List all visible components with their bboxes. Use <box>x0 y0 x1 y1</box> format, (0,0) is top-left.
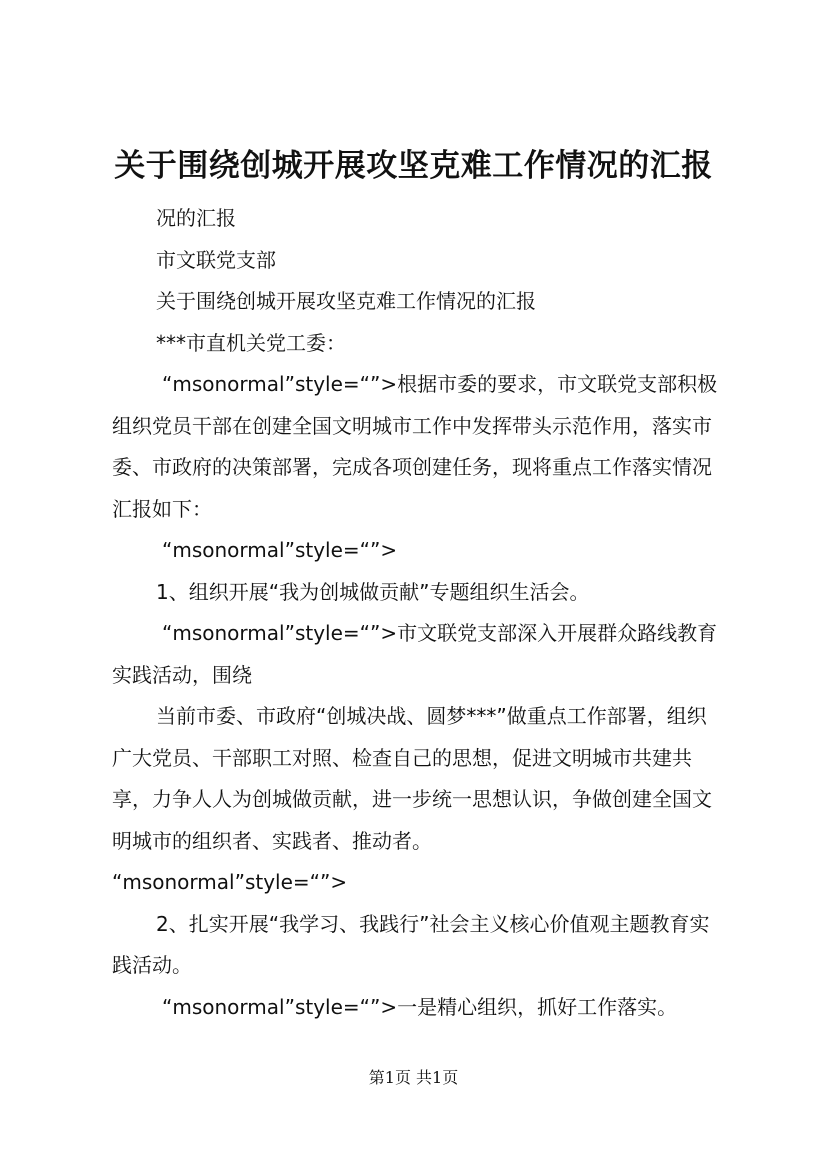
paragraph-subtitle: 况的汇报 <box>156 206 236 230</box>
paragraph-item-2: 2、扎实开展“我学习、我践行”社会主义核心价值观主题教育实践活动。 <box>112 911 710 977</box>
paragraph-item-1-body: 当前市委、市政府“创城决战、圆梦***”做重点工作部署，组织广大党员、干部职工对照、检查自己的思想，促进文明城市共建共享，力争人人为创城做贡献，进一步统一思想认识，争做创建全国文明城市的组织者、实践者、推动者。 <box>112 704 712 853</box>
paragraph-report-title: 关于围绕创城开展攻坚克难工作情况的汇报 <box>156 289 536 313</box>
document-body <box>112 198 722 1028</box>
paragraph-item-1-detail: “msonormal”style=“”>市文联党支部深入开展群众路线教育实践活动，围绕 <box>112 621 718 687</box>
paragraph-item-1: 1、组织开展“我为创城做贡献”专题组织生活会。 <box>156 579 590 604</box>
document-title: 关于围绕创城开展攻坚克难工作情况的汇报 <box>114 148 713 184</box>
page-number-footer: 第1页 共1页 <box>368 1068 459 1087</box>
paragraph-organization: 市文联党支部 <box>156 247 276 272</box>
paragraph-intro: “msonormal”style=“”>根据市委的要求，市文联党支部积极组织党员干部在创建全国文明城市工作中发挥带头示范作用，落实市委、市政府的决策部署，完成各项创建任务，现将重点工作落实情况汇报如下： <box>112 372 718 521</box>
paragraph-item-2-detail: “msonormal”style=“”>一是精心组织，抓好工作落实。 <box>162 994 678 1019</box>
paragraph-style-marker-1: “msonormal”style=“”> <box>162 538 398 562</box>
paragraph-style-marker-2: “msonormal”style=“”> <box>112 870 348 894</box>
paragraph-salutation: ***市直机关党工委： <box>156 330 346 355</box>
